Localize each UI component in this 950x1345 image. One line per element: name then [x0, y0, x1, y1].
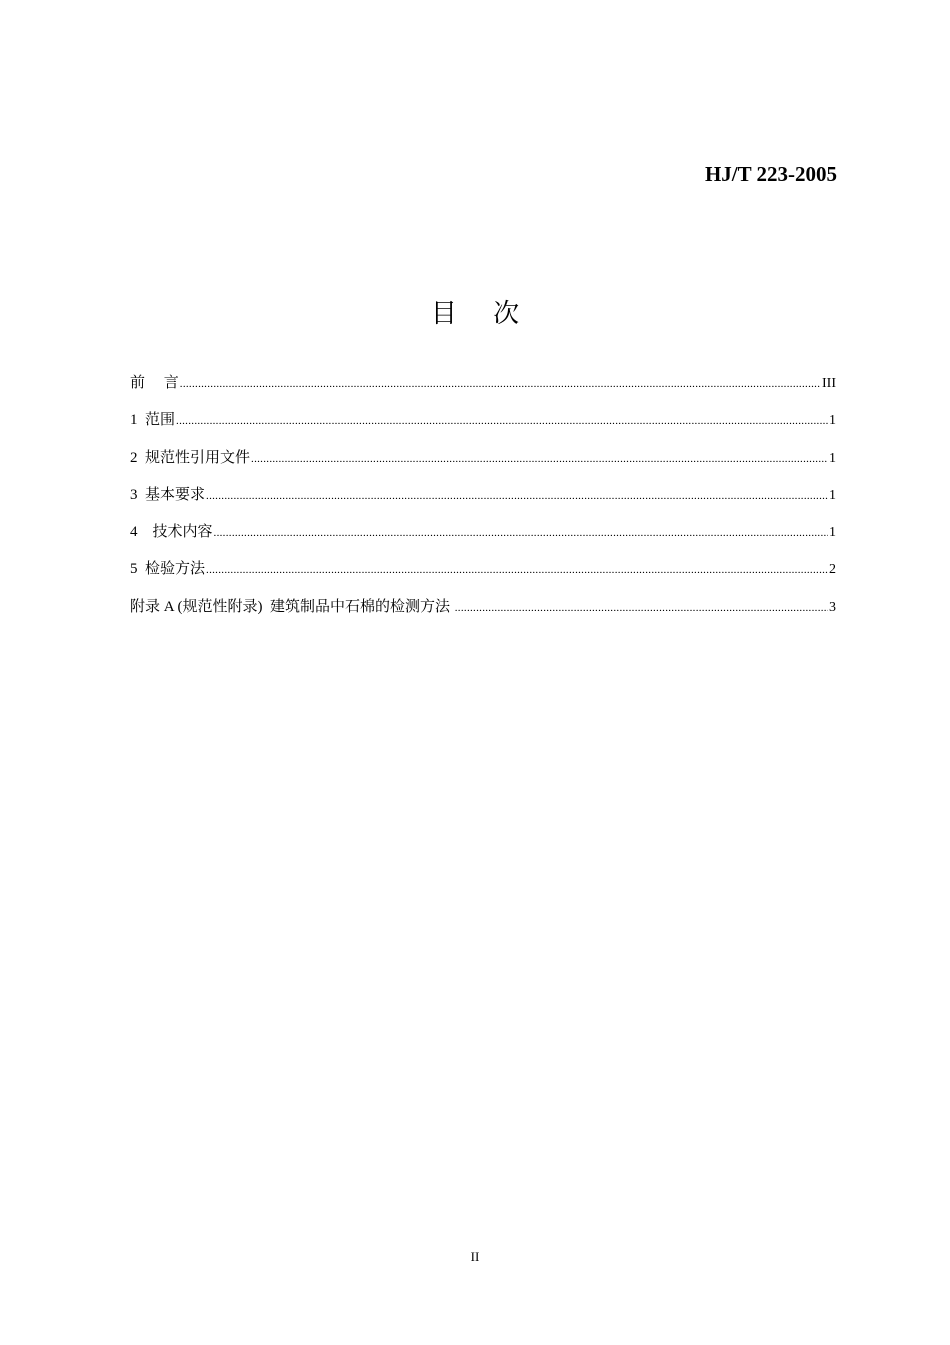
toc-entry-page: III [822, 376, 836, 391]
toc-entry-technical-content[interactable] [130, 522, 836, 559]
toc-title: 目 次 [430, 299, 534, 330]
toc-entry-basic-requirements[interactable] [130, 485, 836, 522]
toc-entry-normative-references[interactable] [130, 448, 836, 485]
toc-entry-page: 3 [829, 599, 836, 615]
toc-dot-leader [206, 560, 828, 580]
toc-entry-label: 3 基本要求 [130, 486, 206, 503]
toc-entry-label: 附录 A (规范性附录) 建筑制品中石棉的检测方法 [130, 598, 454, 615]
toc-entry-page: 1 [829, 487, 836, 503]
toc-entry-label: 1 范围 [130, 412, 176, 429]
toc-entry-foreword[interactable] [130, 373, 836, 410]
toc-entry-page: 2 [829, 562, 836, 578]
toc-dot-leader [455, 598, 828, 618]
toc-dot-leader [251, 449, 828, 469]
toc-dot-leader [176, 411, 828, 431]
toc-entry-label: 前 言 [130, 375, 179, 391]
toc-entry-label: 4 技术内容 [130, 524, 213, 541]
toc-list [130, 373, 836, 634]
toc-dot-leader [206, 486, 828, 506]
page-number: II [470, 1249, 480, 1264]
toc-entry-scope[interactable] [130, 410, 836, 447]
toc-entry-page: 1 [829, 413, 836, 429]
toc-entry-label: 2 规范性引用文件 [130, 449, 251, 466]
toc-entry-test-methods[interactable] [130, 559, 836, 596]
toc-entry-appendix-a[interactable] [130, 597, 836, 634]
toc-dot-leader [180, 374, 821, 394]
document-code: HJ/T 223-2005 [704, 162, 837, 186]
toc-entry-label: 5 检验方法 [130, 561, 206, 578]
toc-dot-leader [214, 523, 828, 543]
toc-entry-page: 1 [829, 525, 836, 541]
toc-entry-page: 1 [829, 450, 836, 466]
